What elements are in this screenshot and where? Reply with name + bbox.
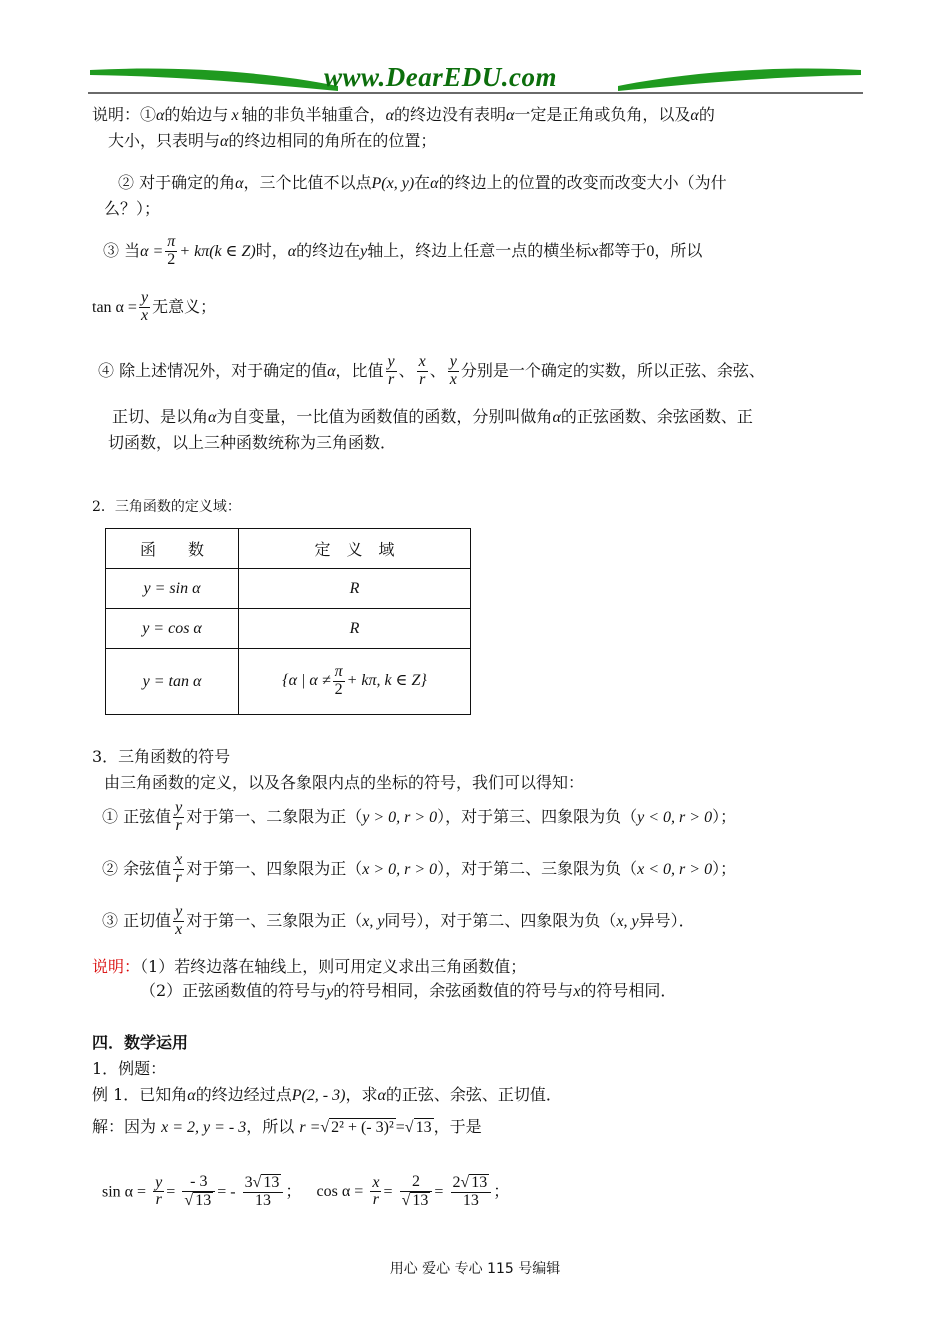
sign-item-cos: ② 余弦值 $\frac{x}{r}$ 对于第一、四象限为正（x > 0, r > 0），对于第二、三象限为负（x < 0, r > 0）；: [102, 851, 737, 886]
site-logo: www.DearEDU.com: [324, 62, 558, 92]
section3-note1: 说明：（1）若终边落在轴线上，则可用定义求出三角函数值；: [92, 957, 527, 976]
table-cell-func: y = tan α: [106, 649, 239, 715]
table-row: [106, 569, 471, 609]
table-cell-domain: {α | α ≠ $\frac{\pi}{2}$ + kπ, k ∈ Z}: [239, 649, 471, 715]
solution-line: 解：因为 x = 2, y = - 3，所以 r =√ 2² + (- 3)² =√ 13 ，于是: [92, 1117, 482, 1136]
section3-title: 3．三角函数的符号: [92, 747, 231, 766]
table-cell-func: y = sin α: [106, 569, 239, 609]
sign-item-sin: ① 正弦值 $\frac{y}{r}$ 对于第一、二象限为正（y > 0, r > 0），对于第三、四象限为负（y < 0, r > 0）；: [102, 799, 737, 834]
header-banner: [88, 60, 863, 100]
section2-title: 2．三角函数的定义域：: [92, 499, 241, 515]
note2-line1: ② 对于确定的角α，三个比值不以点P(x, y)在α的终边上的位置的改变而改变大小（为什: [118, 173, 727, 192]
note3-line: ③ 当α = $\frac{\pi}{2}$ + kπ(k ∈ Z)时，α的终边在y轴上，终边上任意一点的横坐标x都等于0，所以: [103, 233, 703, 268]
tan-line: tan α = $\frac{y}{x}$ 无意义；: [92, 289, 217, 324]
right-swoosh: [618, 69, 861, 91]
section4-title: 四．数学运用: [92, 1033, 189, 1052]
table-cell-func: y = cos α: [106, 609, 239, 649]
table-row: [106, 649, 471, 715]
table-header-row: [106, 529, 471, 569]
note-label: 说明：: [92, 957, 141, 976]
note1-line1: 说明：①α的始边与 x 轴的非负半轴重合，α的终边没有表明α一定是正角或负角，以及α的: [92, 105, 715, 124]
section4-sub: 1．例题：: [92, 1059, 167, 1078]
section3-intro: 由三角函数的定义，以及各象限内点的坐标的符号，我们可以得知：: [104, 773, 585, 792]
table-cell-domain: R: [239, 609, 471, 649]
example1: 例 1．已知角α的终边经过点P(2, - 3)，求α的正弦、余弦、正切值．: [92, 1085, 562, 1104]
page-footer: 用心 爱心 专心 115 号编辑: [389, 1261, 561, 1277]
note1-line2: 大小，只表明与α的终边相同的角所在的位置；: [108, 131, 437, 150]
table-row: [106, 609, 471, 649]
table-header-cell: 函 数: [106, 529, 239, 569]
sign-item-tan: ③ 正切值 $\frac{y}{x}$ 对于第一、三象限为正（x, y同号），对于第二、四象限为负（x, y异号）．: [102, 903, 695, 938]
domain-table: [105, 528, 471, 715]
note4-line1: ④ 除上述情况外，对于确定的值α，比值 $\frac{y}{r}$ 、 $\frac{x}{r}$ 、 $\frac{y}{x}$ 分别是一个确定的实数，所以正弦、余弦、: [98, 353, 765, 388]
table-cell-domain: R: [239, 569, 471, 609]
section3-note2: （2）正弦函数值的符号与y的符号相同，余弦函数值的符号与x的符号相同．: [140, 981, 677, 1000]
note4-line2: 正切、是以角α为自变量，一比值为函数值的函数，分别叫做角α的正弦函数、余弦函数、正: [112, 407, 753, 426]
note4-line3: 切函数，以上三种函数统称为三角函数．: [108, 433, 397, 452]
sin-cos-result: sin α = $\frac{y}{r}$ = $\frac{- 3}{√ 13}$ = - $\frac{3√ 13}{13}$ ； cos α = $\frac{x}{r}$ = $\frac{2}{√ 13}$ = $\frac{2√ 13}{13}$ ；: [102, 1173, 510, 1209]
note2-line2: 么？）；: [104, 199, 161, 218]
left-swoosh: [90, 69, 338, 91]
table-header-cell: 定 义 域: [239, 529, 471, 569]
